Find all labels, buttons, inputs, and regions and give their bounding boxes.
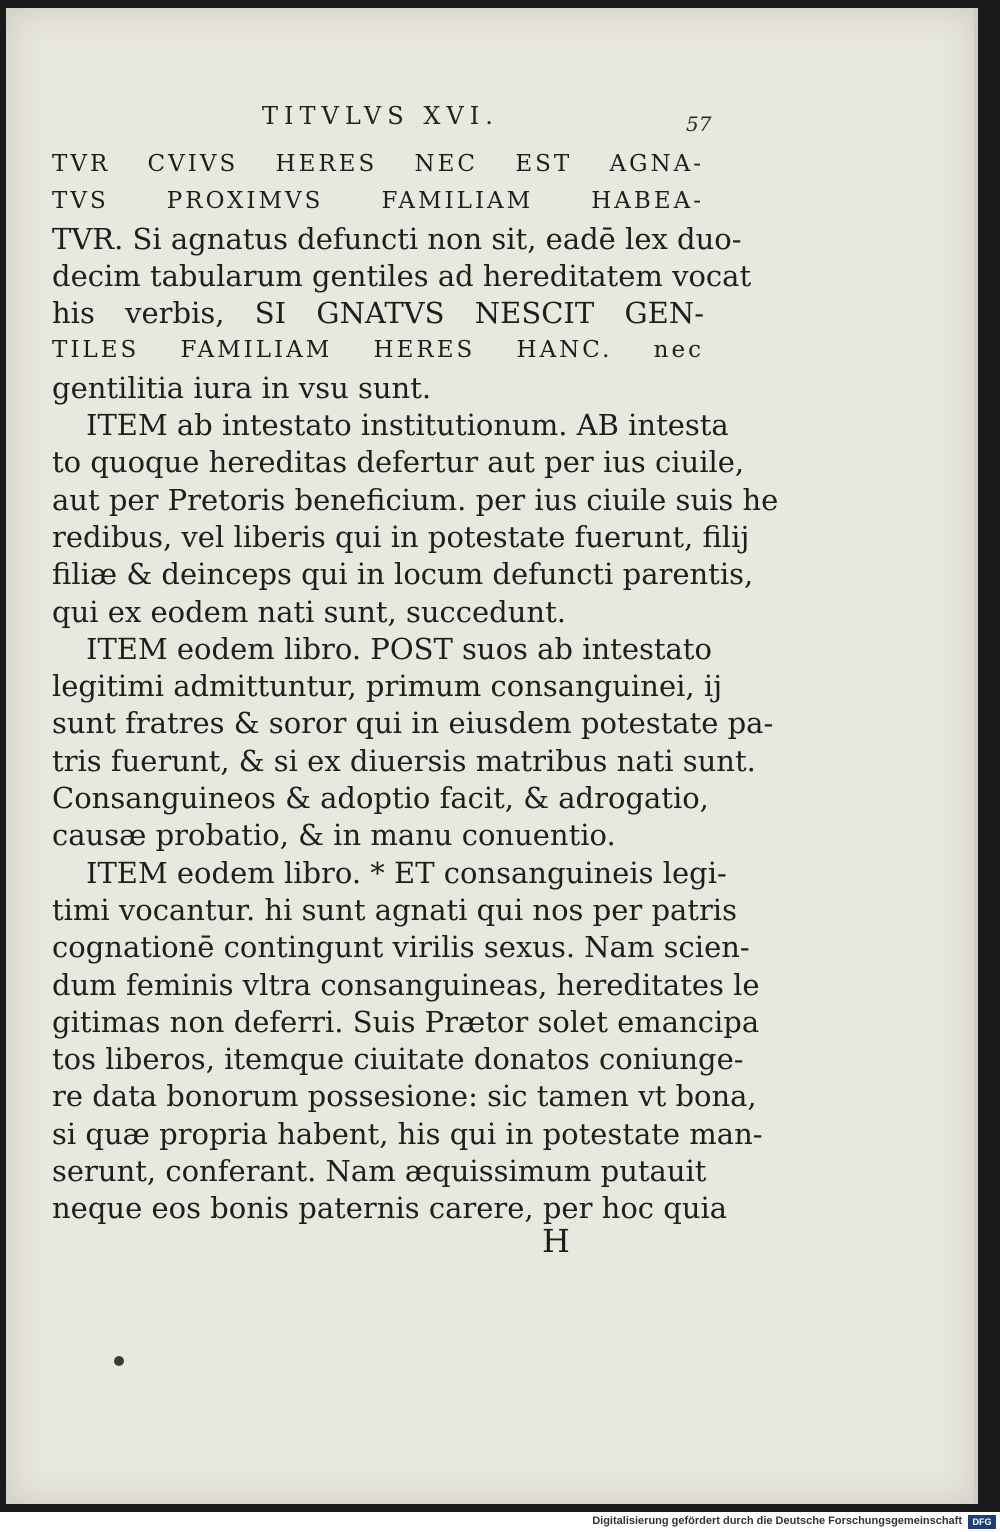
text-line: Consanguineos & adoptio facit, & adrogatio,: [52, 781, 709, 816]
text-line: decim tabularum gentiles ad hereditatem vocat: [52, 258, 752, 293]
text-line: serunt, conferant. Nam æquissimum putauit: [52, 1154, 707, 1189]
funding-credit: Digitalisierung gefördert durch die Deutsche Forschungsgemeinschaft: [592, 1515, 962, 1527]
text-line: ITEM eodem libro. POST suos ab intestato: [86, 631, 712, 666]
text-line: his verbis, SI GNATVS NESCIT GEN-: [52, 296, 704, 331]
text-line: to quoque hereditas defertur aut per ius ciuile,: [52, 445, 745, 480]
text-line: ITEM eodem libro. * ET consanguineis legi-: [86, 855, 727, 890]
text-line: tris fuerunt, & si ex diuersis matribus nati sunt.: [52, 743, 756, 778]
text-line: tos liberos, itemque ciuitate donatos coniunge-: [52, 1042, 744, 1077]
page-edge: [974, 8, 978, 1504]
catchword-signature: H: [542, 1222, 570, 1260]
text-line: TILES FAMILIAM HERES HANC. nec: [52, 337, 704, 364]
text-line: si quæ propria habent, his qui in potestate man-: [52, 1116, 763, 1151]
text-line: gentilitia iura in vsu sunt.: [52, 370, 432, 405]
body-text: [52, 146, 779, 1228]
text-line: causæ probatio, & in manu conuentio.: [52, 818, 616, 853]
text-line: neque eos bonis paternis carere, per hoc quia: [52, 1191, 728, 1226]
text-line: ITEM ab intestato institutionum. AB intesta: [86, 408, 729, 443]
text-line: cognationē contingunt virilis sexus. Nam scien-: [52, 930, 750, 965]
page-number: 57: [686, 112, 712, 136]
text-line: redibus, vel liberis qui in potestate fuerunt, filij: [52, 519, 750, 554]
text-line: aut per Pretoris beneficium. per ius ciuile suis he: [52, 482, 779, 517]
text-line: TVS PROXIMVS FAMILIAM HABEA-: [52, 188, 704, 215]
text-line: sunt fratres & soror qui in eiusdem potestate pa-: [52, 706, 774, 741]
text-line: timi vocantur. hi sunt agnati qui nos per patris: [52, 892, 737, 927]
running-head: TITVLVS XVI.: [262, 102, 499, 130]
text-line: gitimas non deferri. Suis Prætor solet emancipa: [52, 1004, 760, 1039]
text-line: filiæ & deinceps qui in locum defuncti parentis,: [52, 557, 754, 592]
text-line: TVR. Si agnatus defuncti non sit, eadē lex duo-: [52, 221, 742, 256]
ink-blot: [114, 1356, 124, 1366]
dfg-logo-icon: DFG: [968, 1515, 996, 1529]
text-line: TVR CVIVS HERES NEC EST AGNA-: [52, 151, 704, 177]
text-line: legitimi admittuntur, primum consanguinei, ij: [52, 669, 723, 704]
footer-bar: [0, 1512, 1000, 1532]
text-line: qui ex eodem nati sunt, succedunt.: [52, 594, 566, 629]
text-line: dum feminis vltra consanguineas, hereditates le: [52, 967, 760, 1002]
text-line: re data bonorum possesione: sic tamen vt bona,: [52, 1079, 757, 1114]
